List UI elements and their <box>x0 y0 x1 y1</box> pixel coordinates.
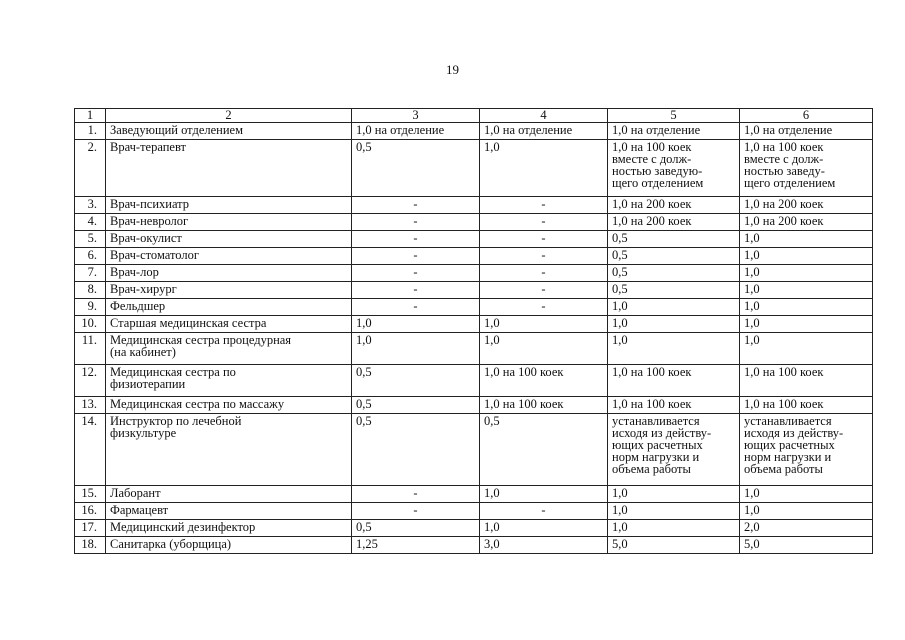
norm-col4-cell: - <box>480 299 608 316</box>
row-number-cell: 14. <box>75 414 106 486</box>
position-name-cell: Медицинская сестра по массажу <box>106 397 352 414</box>
position-name-cell: Врач-невролог <box>106 214 352 231</box>
position-name-cell: Медицинская сестра процедурная (на кабинет) <box>106 333 352 365</box>
table-row <box>75 214 873 231</box>
position-name-cell: Врач-хирург <box>106 282 352 299</box>
table-row <box>75 123 873 140</box>
position-name-cell: Старшая медицинская сестра <box>106 316 352 333</box>
norm-col5-cell: 1,0 <box>608 520 740 537</box>
norm-col6-cell: 1,0 <box>740 282 873 299</box>
norm-col6-cell: 1,0 на отделение <box>740 123 873 140</box>
column-header: 3 <box>352 109 480 123</box>
norm-col3-cell: 0,5 <box>352 520 480 537</box>
row-number-cell: 10. <box>75 316 106 333</box>
norm-col5-cell: 5,0 <box>608 537 740 554</box>
position-name-cell: Медицинский дезинфектор <box>106 520 352 537</box>
norm-col6-cell: 1,0 на 100 коек <box>740 397 873 414</box>
norm-col4-cell: - <box>480 503 608 520</box>
norm-col5-cell: 1,0 <box>608 333 740 365</box>
norm-col6-cell: 1,0 <box>740 486 873 503</box>
row-number-cell: 15. <box>75 486 106 503</box>
column-header: 2 <box>106 109 352 123</box>
row-number-cell: 5. <box>75 231 106 248</box>
norm-col4-cell: - <box>480 214 608 231</box>
norm-col6-cell: 1,0 на 200 коек <box>740 197 873 214</box>
norm-col5-cell: устанавливается исходя из действу- ющих расчетных норм нагрузки и объема работы <box>608 414 740 486</box>
table-row <box>75 140 873 197</box>
norm-col3-cell: - <box>352 486 480 503</box>
norm-col3-cell: - <box>352 248 480 265</box>
norm-col5-cell: 1,0 на 100 коек <box>608 397 740 414</box>
position-name-cell: Врач-психиатр <box>106 197 352 214</box>
column-header: 6 <box>740 109 873 123</box>
norm-col5-cell: 1,0 на 200 коек <box>608 197 740 214</box>
table-row <box>75 414 873 486</box>
norm-col6-cell: 5,0 <box>740 537 873 554</box>
norm-col5-cell: 1,0 на 100 коек вместе с долж- ностью заведую- щего отделением <box>608 140 740 197</box>
position-name-cell: Врач-терапевт <box>106 140 352 197</box>
norm-col6-cell: 1,0 <box>740 231 873 248</box>
row-number-cell: 2. <box>75 140 106 197</box>
norm-col4-cell: - <box>480 248 608 265</box>
norm-col4-cell: 1,0 на 100 коек <box>480 365 608 397</box>
norm-col6-cell: 1,0 <box>740 265 873 282</box>
position-name-cell: Лаборант <box>106 486 352 503</box>
position-name-cell: Фельдшер <box>106 299 352 316</box>
norm-col3-cell: - <box>352 231 480 248</box>
norm-col6-cell: 1,0 на 100 коек вместе с долж- ностью заведу- щего отделением <box>740 140 873 197</box>
norm-col4-cell: 0,5 <box>480 414 608 486</box>
column-header: 1 <box>75 109 106 123</box>
norm-col6-cell: 1,0 на 100 коек <box>740 365 873 397</box>
norm-col3-cell: - <box>352 503 480 520</box>
norm-col5-cell: 1,0 <box>608 503 740 520</box>
norm-col3-cell: 0,5 <box>352 365 480 397</box>
norm-col4-cell: 1,0 на отделение <box>480 123 608 140</box>
norm-col4-cell: 1,0 <box>480 316 608 333</box>
norm-col6-cell: 1,0 <box>740 316 873 333</box>
row-number-cell: 17. <box>75 520 106 537</box>
norm-col4-cell: 3,0 <box>480 537 608 554</box>
norm-col3-cell: 0,5 <box>352 414 480 486</box>
norm-col3-cell: 0,5 <box>352 140 480 197</box>
position-name-cell: Врач-окулист <box>106 231 352 248</box>
position-name-cell: Врач-лор <box>106 265 352 282</box>
norm-col5-cell: 0,5 <box>608 282 740 299</box>
norm-col5-cell: 0,5 <box>608 248 740 265</box>
norm-col5-cell: 1,0 на отделение <box>608 123 740 140</box>
row-number-cell: 16. <box>75 503 106 520</box>
table-row <box>75 365 873 397</box>
norm-col5-cell: 1,0 <box>608 316 740 333</box>
norm-col3-cell: 1,0 на отделение <box>352 123 480 140</box>
norm-col3-cell: - <box>352 265 480 282</box>
norm-col3-cell: 1,0 <box>352 333 480 365</box>
row-number-cell: 7. <box>75 265 106 282</box>
position-name-cell: Санитарка (уборщица) <box>106 537 352 554</box>
table-header-row <box>75 109 873 123</box>
norm-col5-cell: 0,5 <box>608 265 740 282</box>
table-row <box>75 248 873 265</box>
norm-col5-cell: 0,5 <box>608 231 740 248</box>
table-row <box>75 282 873 299</box>
norm-col5-cell: 1,0 <box>608 486 740 503</box>
table-row <box>75 265 873 282</box>
table-row <box>75 520 873 537</box>
norm-col3-cell: - <box>352 282 480 299</box>
row-number-cell: 9. <box>75 299 106 316</box>
norm-col6-cell: 1,0 <box>740 333 873 365</box>
norm-col4-cell: 1,0 <box>480 520 608 537</box>
norm-col4-cell: - <box>480 197 608 214</box>
position-name-cell: Врач-стоматолог <box>106 248 352 265</box>
row-number-cell: 12. <box>75 365 106 397</box>
norm-col4-cell: 1,0 <box>480 486 608 503</box>
row-number-cell: 4. <box>75 214 106 231</box>
norm-col6-cell: 2,0 <box>740 520 873 537</box>
row-number-cell: 1. <box>75 123 106 140</box>
norm-col6-cell: 1,0 <box>740 503 873 520</box>
row-number-cell: 18. <box>75 537 106 554</box>
staffing-table <box>74 108 873 554</box>
position-name-cell: Заведующий отделением <box>106 123 352 140</box>
norm-col6-cell: 1,0 <box>740 248 873 265</box>
table-row <box>75 503 873 520</box>
page-number: 19 <box>446 62 459 77</box>
norm-col6-cell: устанавливается исходя из действу- ющих расчетных норм нагрузки и объема работы <box>740 414 873 486</box>
table-row <box>75 316 873 333</box>
norm-col3-cell: - <box>352 197 480 214</box>
row-number-cell: 3. <box>75 197 106 214</box>
norm-col5-cell: 1,0 на 100 коек <box>608 365 740 397</box>
table-row <box>75 231 873 248</box>
norm-col4-cell: 1,0 <box>480 333 608 365</box>
norm-col6-cell: 1,0 <box>740 299 873 316</box>
table-row <box>75 197 873 214</box>
table-row <box>75 333 873 365</box>
norm-col4-cell: - <box>480 265 608 282</box>
norm-col5-cell: 1,0 <box>608 299 740 316</box>
norm-col5-cell: 1,0 на 200 коек <box>608 214 740 231</box>
row-number-cell: 11. <box>75 333 106 365</box>
norm-col6-cell: 1,0 на 200 коек <box>740 214 873 231</box>
norm-col3-cell: - <box>352 214 480 231</box>
norm-col3-cell: 1,0 <box>352 316 480 333</box>
table-row <box>75 397 873 414</box>
row-number-cell: 13. <box>75 397 106 414</box>
norm-col4-cell: 1,0 <box>480 140 608 197</box>
position-name-cell: Медицинская сестра по физиотерапии <box>106 365 352 397</box>
norm-col3-cell: 0,5 <box>352 397 480 414</box>
column-header: 4 <box>480 109 608 123</box>
norm-col4-cell: - <box>480 282 608 299</box>
norm-col4-cell: 1,0 на 100 коек <box>480 397 608 414</box>
position-name-cell: Инструктор по лечебной физкультуре <box>106 414 352 486</box>
norm-col4-cell: - <box>480 231 608 248</box>
column-header: 5 <box>608 109 740 123</box>
table-row <box>75 299 873 316</box>
table-row <box>75 486 873 503</box>
position-name-cell: Фармацевт <box>106 503 352 520</box>
row-number-cell: 6. <box>75 248 106 265</box>
table-row <box>75 537 873 554</box>
row-number-cell: 8. <box>75 282 106 299</box>
norm-col3-cell: - <box>352 299 480 316</box>
norm-col3-cell: 1,25 <box>352 537 480 554</box>
